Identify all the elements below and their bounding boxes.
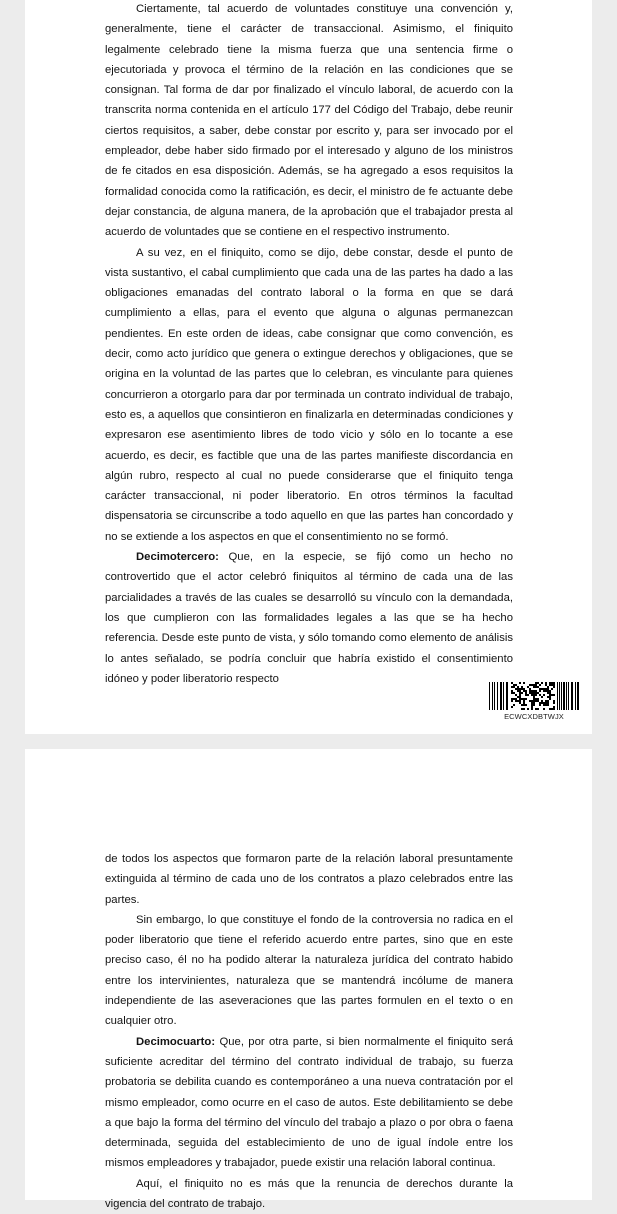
paragraph-label: Decimotercero:: [136, 551, 219, 564]
paragraph-decimocuarto: [105, 1032, 513, 1174]
paragraph-label: Decimocuarto:: [136, 1035, 216, 1048]
paragraph-text: Que, por otra parte, si bien normalmente el finiquito será suficiente acreditar del término del contrato individual de trabajo, su fuerza probatoria se debilita cuando es contemporáneo a una nueva contratación por el mismo empleador, como ocurre en el caso de autos. Este debilitamiento se debe a que bajo la forma del término del vínculo del trabajo a plazo o por obra o faena determinada, seguida del establecimiento de uno de igual índole entre los mismos empleadores y trabajador, puede existir una relación laboral continua.: [105, 1035, 513, 1170]
paragraph-text: A su vez, en el finiquito, como se dijo, debe constar, desde el punto de vista sustantivo, el cabal cumplimiento que cada una de las partes ha dado a las obligaciones emanadas del contrato laboral o la forma en que se dará cumplimiento a ellas, para el evento que alguna o algunas permanezcan pendientes. En este orden de ideas, cabe consignar que como convención, es decir, como acto jurídico que genera o extingue derechos y obligaciones, que se origina en la voluntad de las partes que lo celebran, es vinculante para quienes concurrieron a otorgarlo para dar por terminada un contrato individual de trabajo, esto es, a aquellos que consintieron en finalizarla en determinadas condiciones y expresaron ese asentimiento libres de todo vicio y sólo en lo tocante a ese acuerdo, es decir, es factible que una de las partes manifieste discordancia en algún rubro, respecto al cual no puede considerarse que el finiquito tenga carácter transaccional, ni poder liberatorio. En otros términos la facultad dispensatoria se circunscribe a todo aquello en que las partes han concordado y no se extiende a los aspectos en que el consentimiento no se formó.: [105, 246, 513, 543]
paragraph-continuation: [105, 849, 513, 910]
paragraph-text: Aquí, el finiquito no es más que la renuncia de derechos durante la vigencia del contrato de trabajo.: [105, 1177, 513, 1211]
paragraph: [105, 243, 513, 547]
paragraph: [105, 910, 513, 1032]
paragraph-decimotercero: [105, 547, 513, 689]
page-2-body-text: [105, 849, 513, 1214]
paragraph: [105, 1174, 513, 1214]
paragraph: [105, 0, 513, 243]
page-1-body-text: [105, 0, 513, 689]
barcode-icon: [489, 682, 579, 710]
paragraph-text: Ciertamente, tal acuerdo de voluntades constituye una convención y, generalmente, tiene el carácter de transaccional. Asimismo, el finiquito legalmente celebrado tiene la misma fuerza que una sentencia firme o ejecutoriada y provoca el término de la relación en las condiciones que se consignan. Tal forma de dar por finalizado el vínculo laboral, de acuerdo con la transcrita norma contenida en el artículo 177 del Código del Trabajo, debe reunir ciertos requisitos, a saber, debe constar por escrito y, para ser invocado por el empleador, debe haber sido firmado por el interesado y alguno de los ministros de fe citados en esa disposición. Además, se ha agregado a esos requisitos la formalidad conocida como la ratificación, es decir, el ministro de fe actuante debe dejar constancia, de alguna manera, de la aprobación que el trabajador presta al acuerdo de voluntades que se contiene en el respectivo instrumento.: [105, 3, 513, 239]
barcode-code: ECWCXDBTWJX: [504, 712, 564, 721]
document-page-2: [25, 749, 592, 1211]
document-page-1: [25, 0, 592, 734]
paragraph-text: Que, en la especie, se fijó como un hecho no controvertido que el actor celebró finiquitos al término de cada una de las parcialidades a través de las cuales se desarrolló su vínculo con la demandada, los que cumplieron con las formalidades legales a las que se ha hecho referencia. Desde este punto de vista, y sólo tomando como elemento de análisis lo antes señalado, se podría concluir que habría existido el consentimiento idóneo y poder liberatorio respecto: [105, 551, 513, 685]
paragraph-text: de todos los aspectos que formaron parte de la relación laboral presuntamente extinguida al término de cada uno de los contratos a plazo celebrados entre las partes.: [105, 853, 513, 906]
verification-barcode: [489, 682, 579, 721]
paragraph-text: Sin embargo, lo que constituye el fondo de la controversia no radica en el poder liberatorio que tiene el referido acuerdo entre partes, sino que en este preciso caso, él no ha podido alterar la naturaleza jurídica del contrato habido entre los intervinientes, naturaleza que se mantendrá incólume de manera independiente de las aseveraciones que las partes formulen en el texto o en cualquier otro.: [105, 913, 513, 1028]
